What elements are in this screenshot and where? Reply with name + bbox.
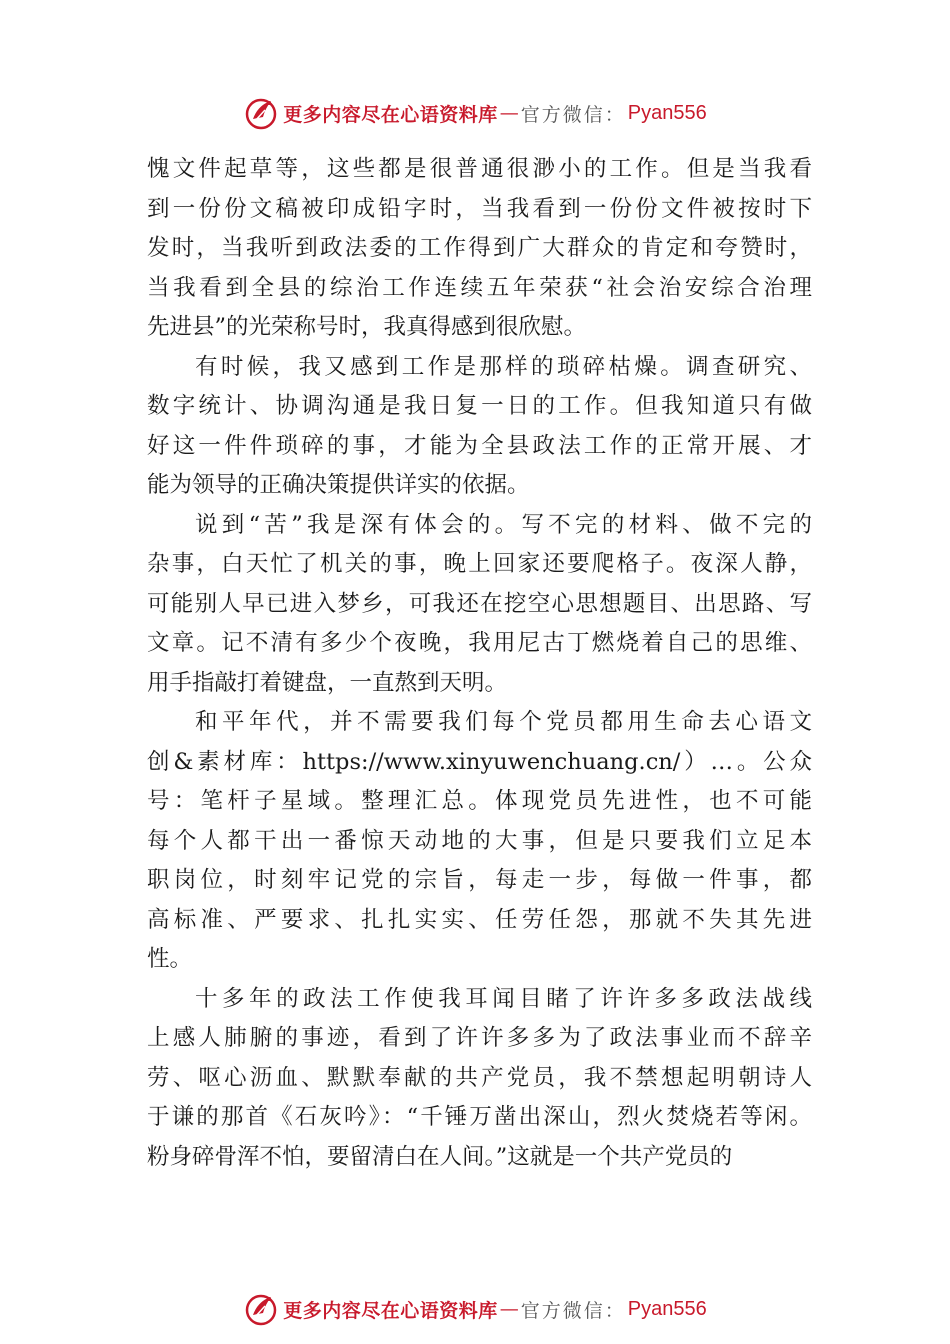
footer-dash: — [499, 1298, 519, 1320]
paragraph-1-line: 发时，当我听到政法委的工作得到广大群众的肯定和夸赞时， [147, 235, 812, 261]
paragraph-2-line: 能为领导的正确决策提供详实的依据。 [147, 472, 530, 498]
paragraph-4-line: 职岗位，时刻牢记党的宗旨，每走一步，每做一件事，都 [147, 867, 812, 893]
footer-wechat-id: Pyan556 [627, 1297, 707, 1320]
paragraph-1-line: 当我看到全县的综治工作连续五年荣获“社会治安综合治理 [147, 274, 812, 301]
paragraph-5-line: 十多年的政法工作使我耳闻目睹了许许多多政法战线 [195, 985, 812, 1012]
paragraph-3-line: 文章。记不清有多少个夜晚，我用尼古丁燃烧着自己的思维、 [147, 630, 812, 656]
header-banner [0, 91, 950, 135]
paragraph-3-line: 可能别人早已进入梦乡，可我还在挖空心思想题目、出思路、写 [147, 590, 812, 617]
brand-logo-icon [243, 1291, 279, 1327]
paragraph-1-line: 先进县”的光荣称号时，我真得感到很欣慰。 [147, 314, 587, 340]
paragraph-4-line: 创&素材库：https://www.xinyuwenchuang.cn/）…。公众 [147, 748, 812, 775]
paragraph-4-line: 号：笔杆子星域。整理汇总。体现党员先进性，也不可能 [147, 788, 812, 814]
document-body [147, 150, 812, 1177]
paragraph-5-line: 于谦的那首《石灰吟》：“千锤万凿出深山，烈火焚烧若等闲。 [147, 1104, 812, 1130]
paragraph-3-line: 用手指敲打着键盘，一直熬到天明。 [147, 669, 508, 696]
header-wechat-label: 官方微信： [520, 103, 626, 126]
paragraph-4-line: 性。 [147, 946, 193, 972]
paragraph-1-line: 到一份份文稿被印成铅字时，当我看到一份份文件被按时下 [147, 195, 812, 222]
paragraph-2-line: 有时候，我又感到工作是那样的琐碎枯燥。调查研究、 [195, 353, 812, 380]
paragraph-4-line: 每个人都干出一番惊天动地的大事，但是只要我们立足本 [147, 827, 812, 854]
paragraph-5-line: 劳、呕心沥血、默默奉献的共产党员，我不禁想起明朝诗人 [147, 1064, 812, 1091]
header-brand-text: 更多内容尽在心语资料库 [283, 103, 498, 126]
paragraph-4-line: 和平年代，并不需要我们每个党员都用生命去心语文 [195, 709, 812, 735]
footer-wechat-label: 官方微信： [520, 1299, 626, 1322]
footer-brand-text: 更多内容尽在心语资料库 [283, 1299, 498, 1322]
paragraph-5-line: 粉身碎骨浑不怕，要留清白在人间。”这就是一个共产党员的 [147, 1143, 733, 1170]
paragraph-3-line: 杂事，白天忙了机关的事，晚上回家还要爬格子。夜深人静， [147, 551, 812, 577]
header-wechat-id: Pyan556 [627, 101, 707, 124]
header-dash: — [499, 102, 519, 124]
paragraph-2-line: 好这一件件琐碎的事，才能为全县政法工作的正常开展、才 [147, 432, 812, 459]
brand-logo-icon [243, 95, 279, 131]
paragraph-2-line: 数字统计、协调沟通是我日复一日的工作。但我知道只有做 [147, 393, 812, 419]
paragraph-1-line: 愧文件起草等，这些都是很普通很渺小的工作。但是当我看 [147, 156, 812, 182]
footer-banner [0, 1287, 950, 1331]
paragraph-4-line: 高标准、严要求、扎扎实实、任劳任怨，那就不失其先进 [147, 906, 812, 933]
paragraph-3-line: 说到“苦”我是深有体会的。写不完的材料、做不完的 [195, 511, 812, 538]
paragraph-5-line: 上感人肺腑的事迹，看到了许许多多为了政法事业而不辞辛 [147, 1025, 812, 1051]
